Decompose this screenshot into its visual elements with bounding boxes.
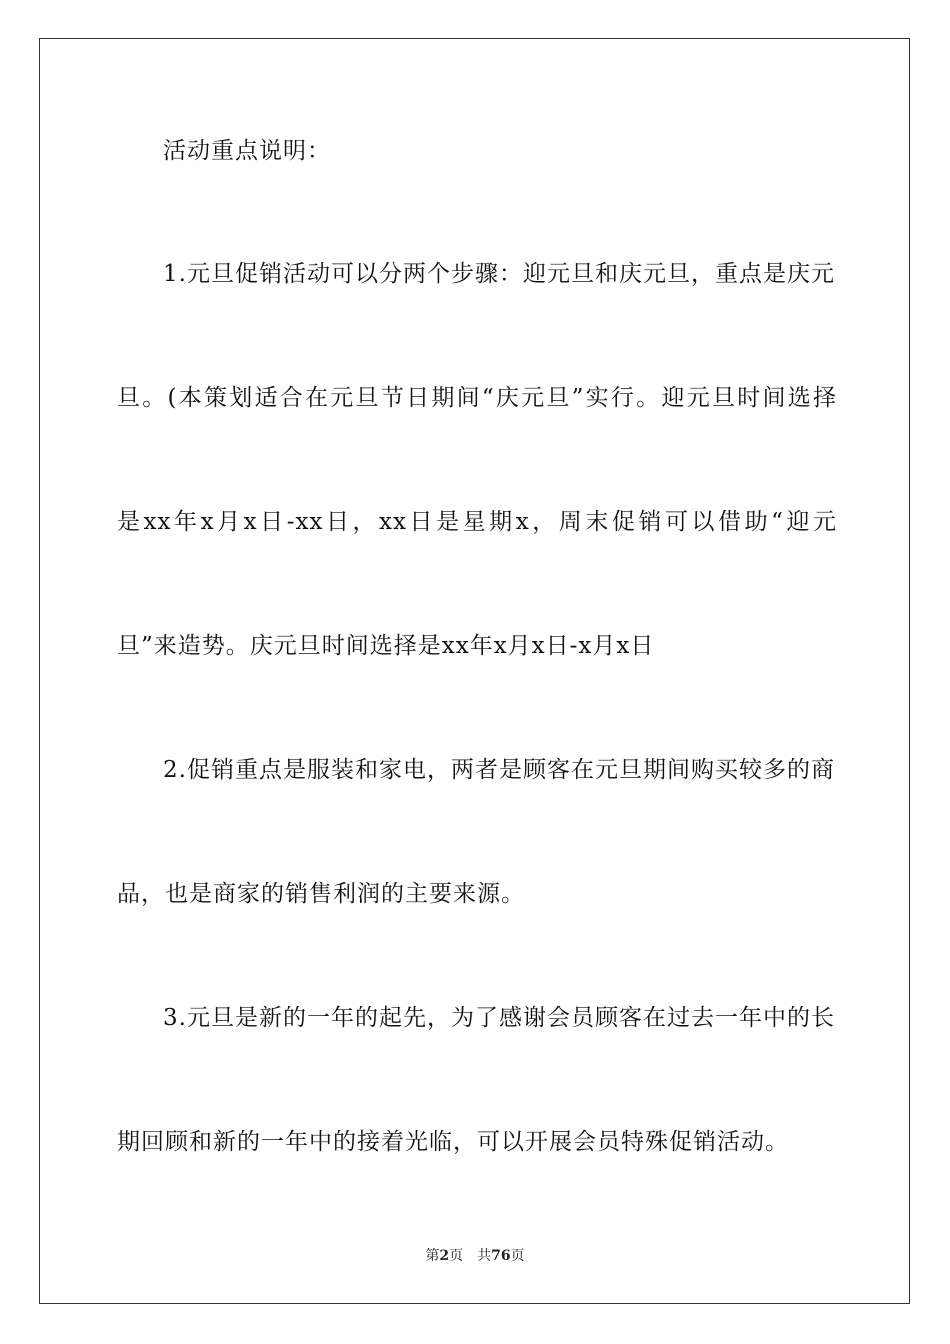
section-heading: 活动重点说明： — [163, 138, 331, 164]
paragraph-line: 品，也是商家的销售利润的主要来源。 — [117, 881, 525, 907]
paragraph-line: 1.元旦促销活动可以分两个步骤：迎元旦和庆元旦，重点是庆元 — [163, 261, 835, 287]
paragraph-line: 旦”来造势。庆元旦时间选择是xx年x月x日-x月x日 — [117, 633, 655, 659]
page-suffix: 页 — [449, 1248, 464, 1264]
total-prefix: 共 — [477, 1248, 492, 1264]
page-border — [39, 38, 910, 1304]
paragraph-line: 旦。(本策划适合在元旦节日期间“庆元旦”实行。迎元旦时间选择 — [117, 385, 837, 411]
paragraph-line: 2.促销重点是服装和家电，两者是顾客在元旦期间购买较多的商 — [163, 757, 835, 783]
paragraph-line: 是xx年x月x日-xx日，xx日是星期x，周末促销可以借助“迎元 — [117, 509, 837, 535]
page-footer — [0, 1247, 950, 1265]
total-page-number: 76 — [491, 1248, 511, 1264]
total-suffix: 页 — [510, 1248, 525, 1264]
current-page-number: 2 — [439, 1248, 450, 1264]
paragraph-line: 3.元旦是新的一年的起先，为了感谢会员顾客在过去一年中的长 — [163, 1005, 835, 1031]
paragraph-line: 期回顾和新的一年中的接着光临，可以开展会员特殊促销活动。 — [117, 1129, 789, 1155]
page-prefix: 第 — [425, 1248, 440, 1264]
